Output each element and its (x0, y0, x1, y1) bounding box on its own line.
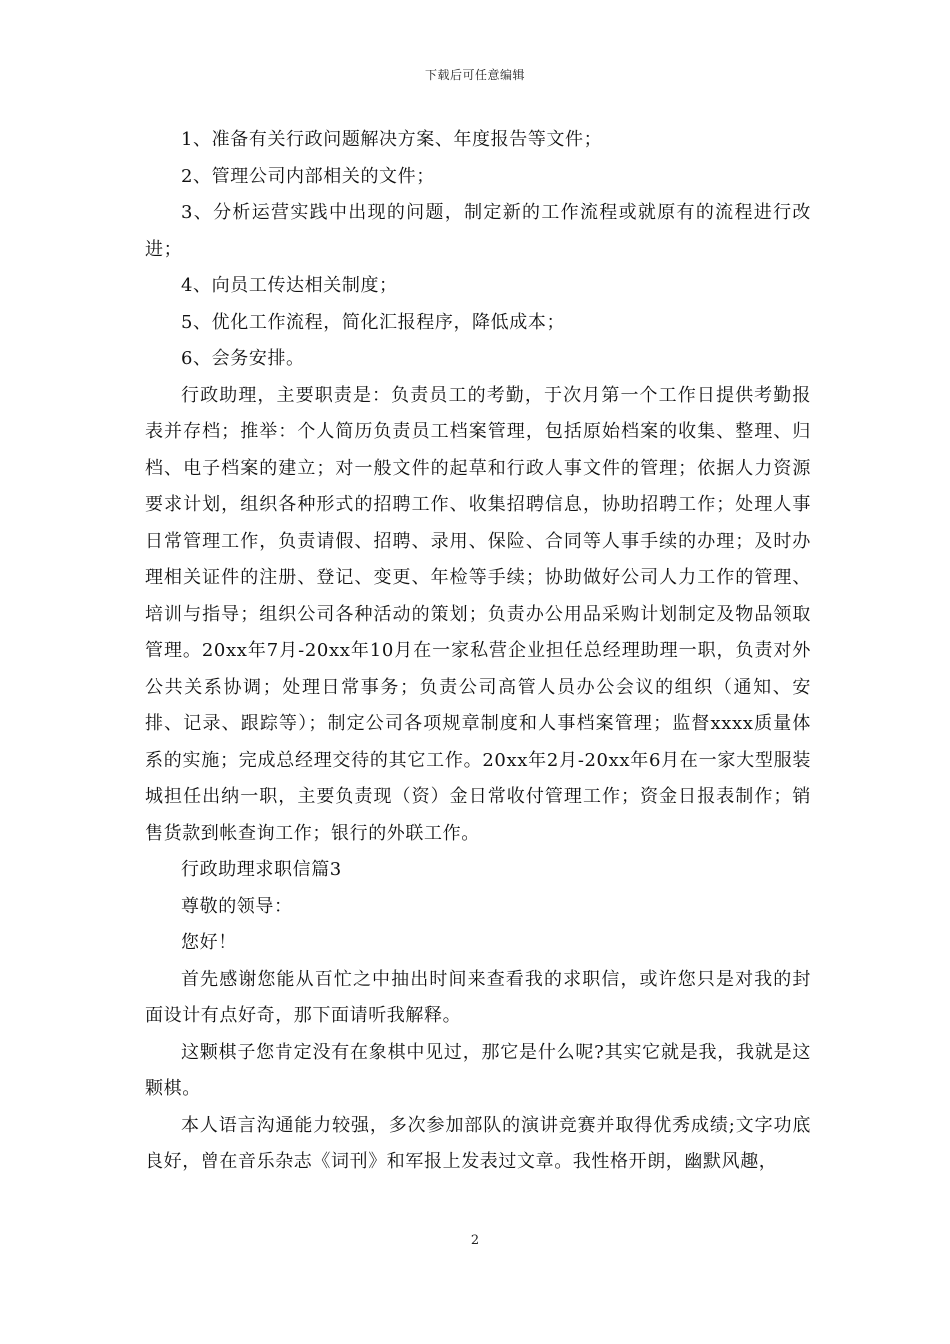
paragraph: 6、会务安排。 (181, 348, 305, 369)
paragraph: 本人语言沟通能力较强，多次参加部队的演讲竞赛并取得优秀成绩;文字功底良好，曾在音乐杂志《词刊》和军报上发表过文章。我性格开朗，幽默风趣， (145, 1114, 811, 1172)
paragraph: 1、准备有关行政问题解决方案、年度报告等文件； (181, 129, 603, 150)
page-number: 2 (470, 1233, 480, 1248)
paragraph: 4、向员工传达相关制度； (181, 275, 398, 296)
greeting: 您好！ (181, 932, 237, 953)
paragraph: 5、优化工作流程，简化汇报程序，降低成本； (181, 311, 566, 333)
document-body (145, 122, 811, 1181)
salutation: 尊敬的领导： (181, 895, 293, 917)
paragraph: 行政助理，主要职责是：负责员工的考勤，于次月第一个工作日提供考勤报表并存档；推举：个人简历负责员工档案管理，包括原始档案的收集、整理、归档、电子档案的建立；对一般文件的起草和行政人事文件的管理；依据人力资源要求计划，组织各种形式的招聘工作、收集招聘信息，协助招聘工作；处理人事日常管理工作，负责请假、招聘、录用、保险、合同等人事手续的办理；及时办理相关证件的注册、登记、变更、年检等手续；协助做好公司人力工作的管理、培训与指导；组织公司各种活动的策划；负责办公用品采购计划制定及物品领取管理。20xx年7月-20xx年10月在一家私营企业担任总经理助理一职，负责对外公共关系协调；处理日常事务；负责公司高管人员办公会议的组织（通知、安排、记录、跟踪等）；制定公司各项规章制度和人事档案管理；监督xxxx质量体系的实施；完成总经理交待的其它工作。20xx年2月-20xx年6月在一家大型服装城担任出纳一职，主要负责现（资）金日常收付管理工作；资金日报表制作；销售货款到帐查询工作；银行的外联工作。 (145, 384, 811, 844)
paragraph: 这颗棋子您肯定没有在象棋中见过，那它是什么呢?其实它就是我，我就是这颗棋。 (145, 1041, 811, 1099)
paragraph: 3、分析运营实践中出现的问题，制定新的工作流程或就原有的流程进行改进； (145, 202, 811, 260)
page-header: 下载后可任意编辑 (424, 68, 525, 82)
paragraph: 首先感谢您能从百忙之中抽出时间来查看我的求职信，或许您只是对我的封面设计有点好奇，那下面请听我解释。 (145, 968, 811, 1026)
paragraph: 2、管理公司内部相关的文件； (181, 165, 435, 187)
section-title: 行政助理求职信篇3 (181, 859, 342, 880)
